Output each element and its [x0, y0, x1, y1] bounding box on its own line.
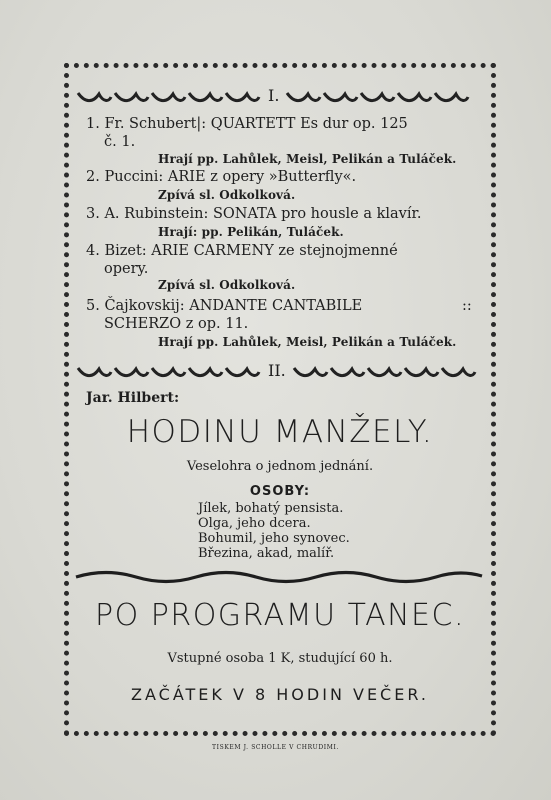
- program-item-2-performers: Zpívá sl. Odkolková.: [158, 188, 296, 202]
- printer-credit: TISKEM J. SCHOLLE V CHRUDIMI.: [212, 744, 339, 751]
- wavy-divider: [74, 570, 484, 584]
- cast-member: Olga, jeho dcera.: [198, 516, 311, 531]
- play-subtitle: Veselohra o jednom jednání.: [186, 459, 374, 474]
- program-item-5-performers: Hrají pp. Lahůlek, Meisl, Pelikán a Tuláček.: [158, 335, 457, 349]
- program-item-4-performers: Zpívá sl. Odkolková.: [158, 278, 296, 292]
- section-2-numeral: II.: [268, 361, 286, 380]
- ornament-left: [76, 89, 262, 103]
- program-item-4: 4. Bizet: ARIE CARMENY ze stejnojmenné: [86, 243, 398, 259]
- program-item-5-cont: SCHERZO z op. 11.: [104, 316, 249, 332]
- program-item-3-performers: Hrají: pp. Pelikán, Tuláček.: [158, 225, 344, 239]
- program-item-2: 2. Puccini: ARIE z opery »Butterfly«.: [86, 169, 357, 185]
- ornament-right: [292, 364, 478, 378]
- cast-member: Březina, akad, malíř.: [198, 546, 335, 561]
- program-item-3: 3. A. Rubinstein: SONATA pro housle a klavír.: [86, 206, 422, 222]
- play-title: HODINU MANŽELY.: [126, 414, 434, 450]
- cast-heading: OSOBY:: [249, 484, 311, 499]
- section-2-divider: [76, 363, 478, 379]
- ornament-left: [76, 364, 262, 378]
- program-item-1-cont: č. 1.: [104, 134, 136, 150]
- cast-member: Jílek, bohatý pensista.: [198, 501, 344, 516]
- ornament-right: [285, 89, 471, 103]
- section-1-numeral: I.: [268, 86, 280, 105]
- program-item-5: 5. Čajkovskij: ANDANTE CANTABILE: [86, 298, 363, 314]
- section-1-divider: [76, 88, 471, 104]
- start-time: ZAČÁTEK V 8 HODIN VEČER.: [131, 685, 429, 704]
- program-item-1-performers: Hrají pp. Lahůlek, Meisl, Pelikán a Tuláček.: [158, 152, 457, 166]
- program-item-4-cont: opery.: [104, 261, 149, 277]
- play-author: Jar. Hilbert:: [86, 390, 180, 406]
- admission-info: Vstupné osoba 1 K, studující 60 h.: [167, 651, 393, 666]
- program-item-5-mark: ::: [462, 298, 472, 314]
- dance-announcement: PO PROGRAMU TANEC.: [95, 598, 465, 633]
- program-item-1: 1. Fr. Schubert|: QUARTETT Es dur op. 125: [86, 116, 408, 132]
- cast-member: Bohumil, jeho synovec.: [198, 531, 350, 546]
